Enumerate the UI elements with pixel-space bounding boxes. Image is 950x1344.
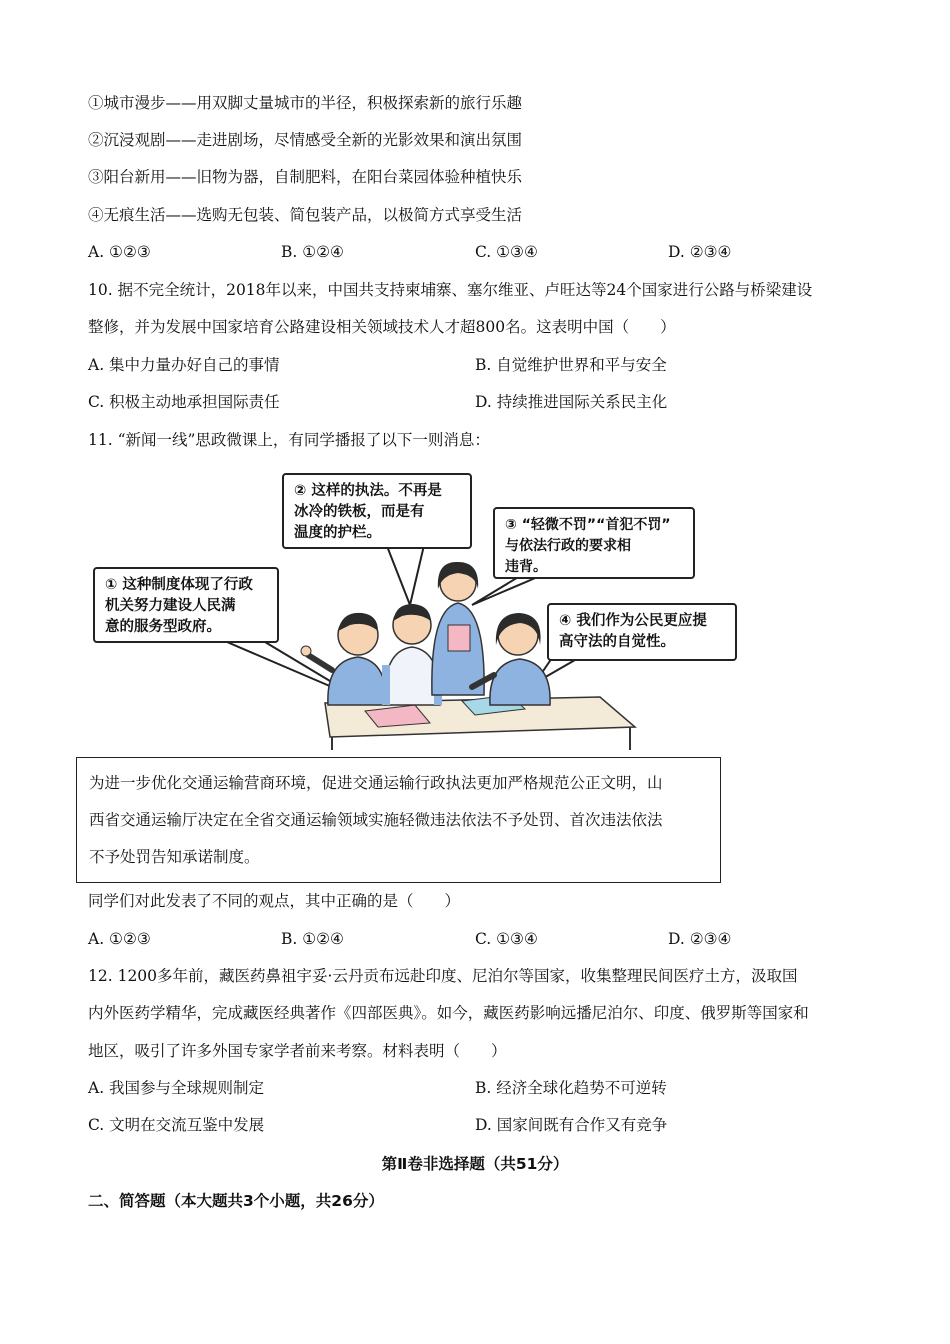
speech-bubble-3 [493,507,695,579]
news-line-2: 西省交通运输厅决定在全省交通运输领域实施轻微违法依法不予处罚、首次违法依法 [89,811,663,829]
q9-item-1: ①城市漫步——用双脚丈量城市的半径，积极探索新的旅行乐趣 [88,94,523,112]
bubble1-line2: 机关努力建设人民满 [105,598,236,614]
q9-option-c: C. ①③④ [475,243,538,261]
section-title: 第Ⅱ卷非选择题（共51分） [381,1155,569,1173]
q12-option-a: A. 我国参与全球规则制定 [88,1079,265,1097]
bubble1-line1: ① 这种制度体现了行政 [105,577,253,593]
q12-stem-line3: 地区，吸引了许多外国专家学者前来考察。材料表明（ ） [88,1042,507,1060]
speech-bubble-2 [282,473,472,549]
q10-option-d: D. 持续推进国际关系民主化 [475,393,668,411]
speech-bubble-4 [547,603,737,661]
news-line-3: 不予处罚告知承诺制度。 [89,848,260,866]
q12-option-b: B. 经济全球化趋势不可逆转 [475,1079,667,1097]
q11-option-b: B. ①②④ [281,930,344,948]
q9-item-2: ②沉浸观剧——走进剧场，尽情感受全新的光影效果和演出氛围 [88,131,523,149]
q9-option-a: A. ①②③ [88,243,151,261]
q12-option-d: D. 国家间既有合作又有竞争 [475,1116,668,1134]
q11-question: 同学们对此发表了不同的观点，其中正确的是（ ） [88,892,461,910]
q9-item-4: ④无痕生活——选购无包装、简包装产品，以极简方式享受生活 [88,206,523,224]
q12-option-c: C. 文明在交流互鉴中发展 [88,1116,265,1134]
bubble4-line2: 高守法的自觉性。 [559,634,675,650]
bubble4-line1: ④ 我们作为公民更应提 [559,613,707,629]
news-line-1: 为进一步优化交通运输营商环境，促进交通运输行政执法更加严格规范公正文明，山 [89,774,663,792]
q11-option-d: D. ②③④ [668,930,732,948]
q9-option-d: D. ②③④ [668,243,732,261]
bubble3-line1: ③ “轻微不罚”“首犯不罚” [505,517,671,533]
q12-stem-line1: 12. 1200多年前，藏医药鼻祖宇妥·云丹贡布远赴印度、尼泊尔等国家，收集整理民间医疗土方，汲取国 [88,967,798,985]
q10-stem-line1: 10. 据不完全统计，2018年以来，中国共支持柬埔寨、塞尔维亚、卢旺达等24个国家进行公路与桥梁建设 [88,281,813,299]
bubble3-line3: 违背。 [505,559,547,575]
part-title: 二、简答题（本大题共3个小题，共26分） [88,1192,384,1210]
bubble2-line3: 温度的护栏。 [294,525,381,541]
q11-option-c: C. ①③④ [475,930,538,948]
bubble2-line2: 冰冷的铁板，而是有 [294,504,425,520]
q10-option-b: B. 自觉维护世界和平与安全 [475,356,667,374]
q9-option-b: B. ①②④ [281,243,344,261]
q10-stem-line2: 整修，并为发展中国家培育公路建设相关领域技术人才超800名。这表明中国（ ） [88,318,676,336]
q10-option-c: C. 积极主动地承担国际责任 [88,393,280,411]
bubble3-line2: 与依法行政的要求相 [505,538,631,554]
q9-item-3: ③阳台新用——旧物为器，自制肥料，在阳台菜园体验种植快乐 [88,168,523,186]
q12-stem-line2: 内外医药学精华，完成藏医经典著作《四部医典》。如今，藏医药影响远播尼泊尔、印度、俄罗斯等国家和 [88,1004,809,1022]
q10-option-a: A. 集中力量办好自己的事情 [88,356,280,374]
bubble1-line3: 意的服务型政府。 [105,619,221,635]
bubble2-line1: ② 这样的执法。不再是 [294,483,442,499]
q11-intro: 11. “新闻一线”思政微课上，有同学播报了以下一则消息： [88,431,490,449]
speech-bubble-1 [93,567,279,643]
news-box [76,757,721,883]
q11-option-a: A. ①②③ [88,930,151,948]
